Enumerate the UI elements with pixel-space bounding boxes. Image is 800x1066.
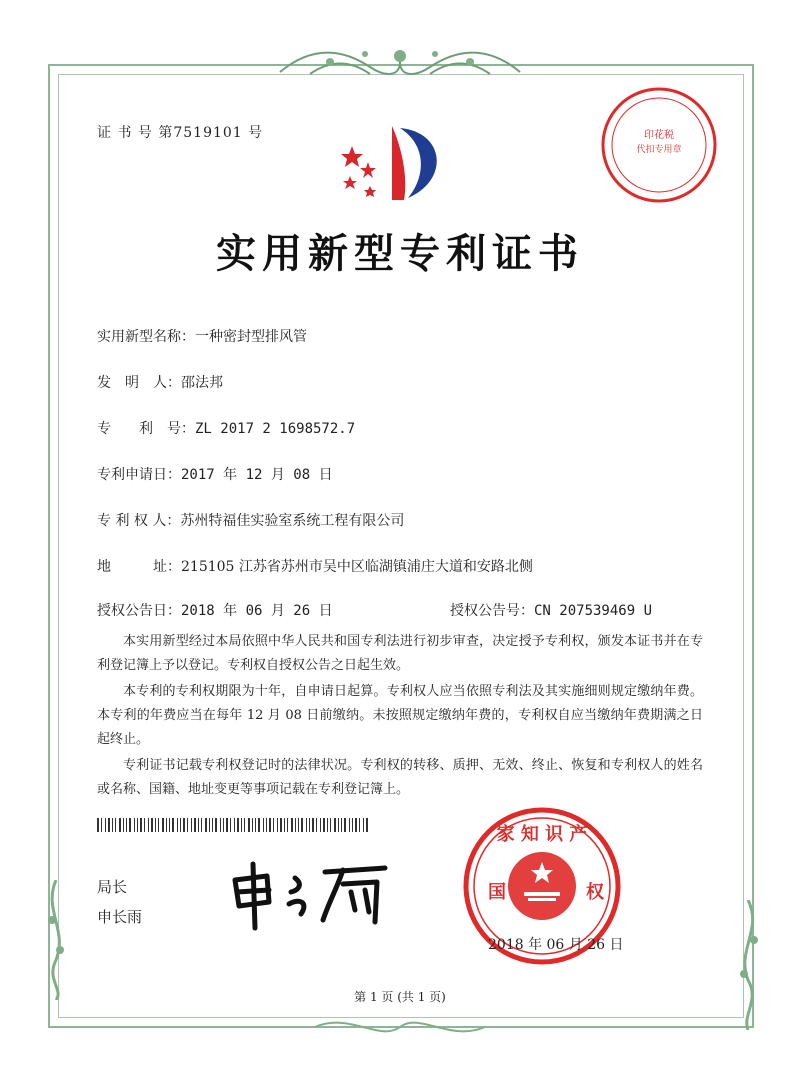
address-label: 地 址： [97, 559, 181, 575]
announcement-date-value: 2018 年 06 月 26 日 [181, 603, 333, 619]
filing-date-value: 2017 年 12 月 08 日 [181, 467, 333, 483]
director-title: 局长 [97, 878, 128, 896]
announcement-date-row [97, 600, 333, 620]
patentee-row [97, 510, 404, 530]
inventor-row [97, 372, 223, 392]
announcement-date-label: 授权公告日： [97, 603, 181, 619]
patentee-label: 专 利 权 人： [97, 513, 181, 529]
announcement-number-value: CN 207539469 U [534, 603, 653, 619]
address-row [97, 556, 533, 576]
svg-text:权: 权 [586, 882, 604, 903]
certificate-title: 实用新型专利证书 [216, 230, 584, 277]
patent-number-value: ZL 2017 2 1698572.7 [195, 421, 356, 437]
legal-paragraph-2: 本专利的专利权期限为十年，自申请日起算。专利权人应当依照专利法及其实施细则规定缴纳年费。本专利的年费应当在每年 12 月 08 日前缴纳。未按照规定缴纳年费的，专利权自应当缴纳年费期满之日起终止。 [97, 684, 703, 747]
page-number: 第 1 页 (共 1 页) [354, 990, 446, 1004]
director-signature [225, 858, 395, 932]
filing-date-row [97, 464, 333, 484]
bottom-ornament [310, 1012, 490, 1042]
announcement-number-label: 授权公告号： [450, 603, 534, 619]
svg-text:家 知 识 产: 家 知 识 产 [496, 824, 588, 845]
inventor-value: 邵法邦 [181, 375, 223, 391]
certificate-border-inner [58, 74, 744, 1018]
patent-number-row [97, 418, 355, 438]
inventor-label: 发 明 人： [97, 375, 181, 391]
barcode [97, 818, 369, 832]
announcement-number-row [450, 600, 652, 620]
certificate-number: 证 书 号 第7519101 号 [97, 125, 264, 141]
svg-text:印花税: 印花税 [644, 130, 674, 141]
director-name: 申长雨 [97, 908, 143, 926]
utility-model-name-row [97, 326, 307, 346]
patent-office-emblem [330, 118, 460, 208]
left-ornament [38, 880, 74, 1000]
right-ornament [728, 900, 768, 1030]
patentee-value: 苏州特福佳实验室系统工程有限公司 [180, 513, 405, 529]
utility-model-name-value: 一种密封型排风管 [195, 329, 307, 345]
legal-paragraph-1: 本实用新型经过本局依照中华人民共和国专利法进行初步审查，决定授予专利权，颁发本证书并在专利登记簿上予以登记。专利权自授权公告之日起生效。 [97, 634, 703, 673]
filing-date-label: 专利申请日： [97, 467, 181, 483]
tax-stamp-seal [600, 86, 718, 204]
top-ornament [270, 42, 530, 88]
patent-number-label: 专 利 号： [97, 421, 195, 437]
svg-text:代扣专用章: 代扣专用章 [636, 145, 682, 155]
legal-paragraph-3: 专利证书记载专利权登记时的法律状况。专利权的转移、质押、无效、终止、恢复和专利权人的姓名或名称、国籍、地址变更等事项记载在专利登记簿上。 [97, 758, 703, 797]
utility-model-name-label: 实用新型名称： [97, 329, 195, 345]
address-value: 215105 江苏省苏州市吴中区临湖镇浦庄大道和安路北侧 [181, 559, 533, 575]
svg-text:国: 国 [488, 882, 506, 903]
issue-date: 2018 年 06 月 26 日 [488, 937, 624, 953]
